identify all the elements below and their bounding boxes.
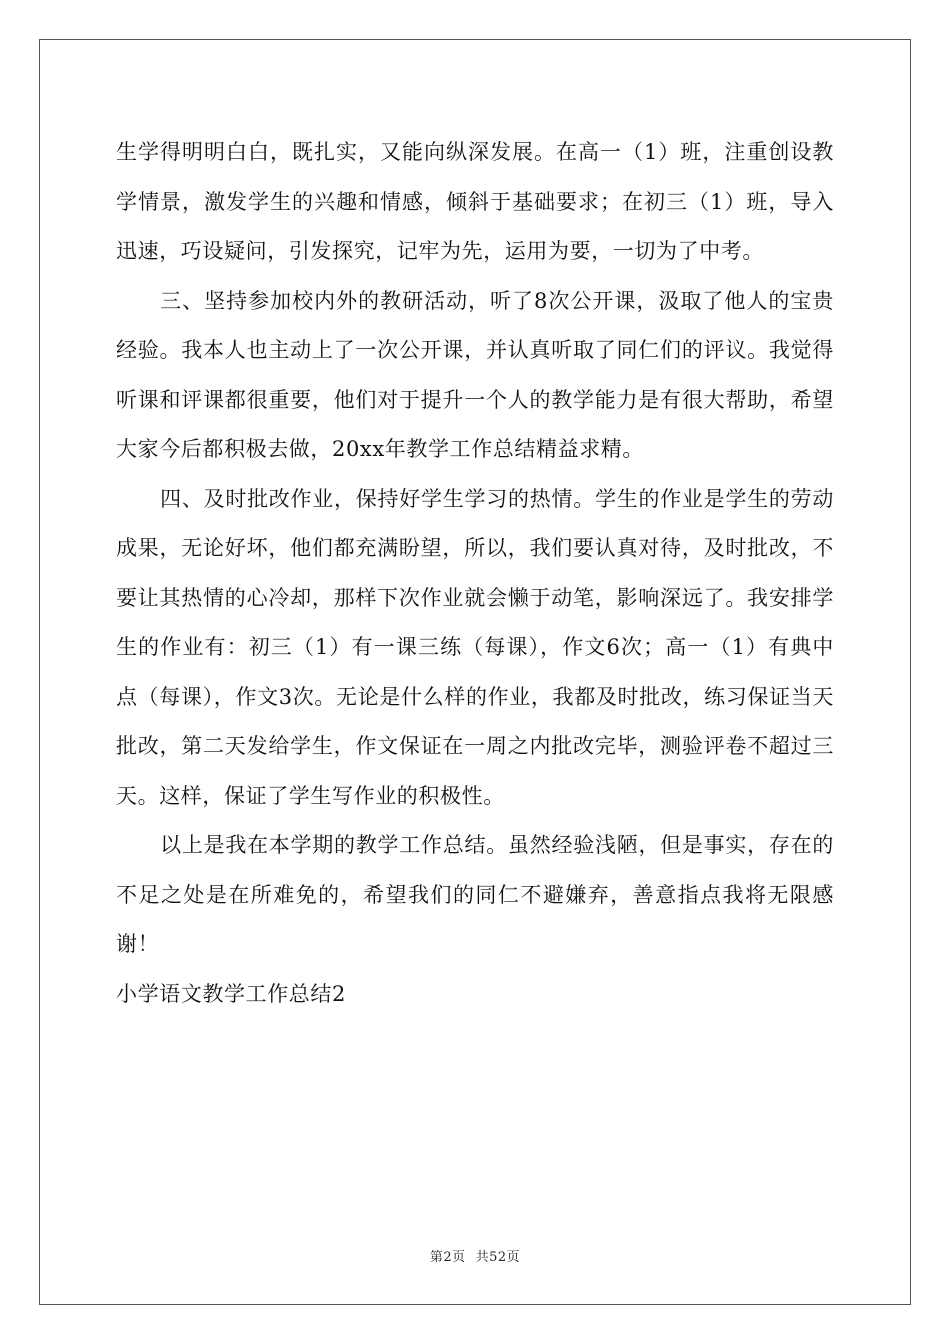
paragraph-conclusion: 以上是我在本学期的教学工作总结。虽然经验浅陋，但是事实，存在的不足之处是在所难免的，希望我们的同仁不避嫌弃，善意指点我将无限感谢！ xyxy=(116,833,834,956)
paragraph-continuation: 生学得明明白白，既扎实，又能向纵深发展。在高一（1）班，注重创设教学情景，激发学生的兴趣和情感，倾斜于基础要求；在初三（1）班，导入迅速，巧设疑问，引发探究，记牢为先，运用为要，一切为了中考。 xyxy=(116,140,834,263)
paragraph-homework: 四、及时批改作业，保持好学生学习的热情。学生的作业是学生的劳动成果，无论好坏，他们都充满盼望，所以，我们要认真对待，及时批改，不要让其热情的心冷却，那样下次作业就会懒于动笔，影响深远了。我安排学生的作业有：初三（1）有一课三练（每课），作文6次；高一（1）有典中点（每课），作文3次。无论是什么样的作业，我都及时批改，练习保证当天批改，第二天发给学生，作文保证在一周之内批改完毕，测验评卷不超过三天。这样，保证了学生写作业的积极性。 xyxy=(116,486,834,808)
paragraph-teaching-research: 三、坚持参加校内外的教研活动，听了8次公开课，汲取了他人的宝贵经验。我本人也主动上了一次公开课，并认真听取了同仁们的评议。我觉得听课和评课都很重要，他们对于提升一个人的教学能力是有很大帮助，希望大家今后都积极去做，20xx年教学工作总结精益求精。 xyxy=(116,288,834,461)
section-heading: 小学语文教学工作总结2 xyxy=(116,981,346,1006)
page-footer xyxy=(0,1246,950,1265)
document-body xyxy=(116,128,834,1019)
page-number: 第2页 xyxy=(429,1250,466,1265)
page-total: 共52页 xyxy=(475,1250,521,1265)
